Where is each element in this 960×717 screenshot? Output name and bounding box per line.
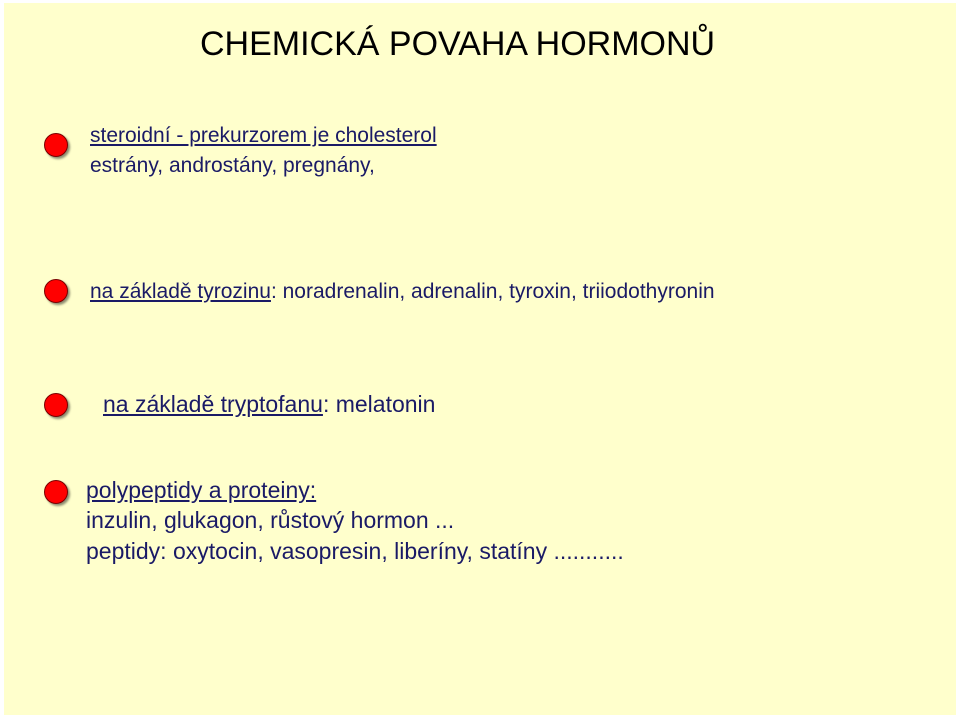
bullet-tyrosine <box>44 279 68 303</box>
bullet-steroids <box>44 133 68 157</box>
slide-title: CHEMICKÁ POVAHA HORMONŮ <box>200 25 716 63</box>
bullet-tryptophan <box>44 393 68 417</box>
tyrosine-examples: : noradrenalin, adrenalin, tyroxin, triiodothyronin <box>270 280 715 303</box>
steroids-heading: steroidní - prekurzorem je cholesterol <box>90 124 437 147</box>
polypeptides-examples: inzulin, glukagon, růstový hormon ... <box>86 507 455 533</box>
tryptophan-label: na základě tryptofanu <box>103 391 323 417</box>
steroids-examples: estrány, androstány, pregnány, <box>90 154 375 177</box>
bullet-polypeptides <box>44 480 68 504</box>
tryptophan-line <box>103 389 435 419</box>
tyrosine-line <box>90 279 715 305</box>
peptides-examples: peptidy: oxytocin, vasopresin, liberíny, statíny ........... <box>86 538 624 564</box>
polypeptides-heading: polypeptidy a proteiny: <box>86 477 317 503</box>
tryptophan-examples: : melatonin <box>322 391 436 417</box>
slide <box>4 3 956 715</box>
tyrosine-label: na základě tyrozinu <box>90 280 271 303</box>
